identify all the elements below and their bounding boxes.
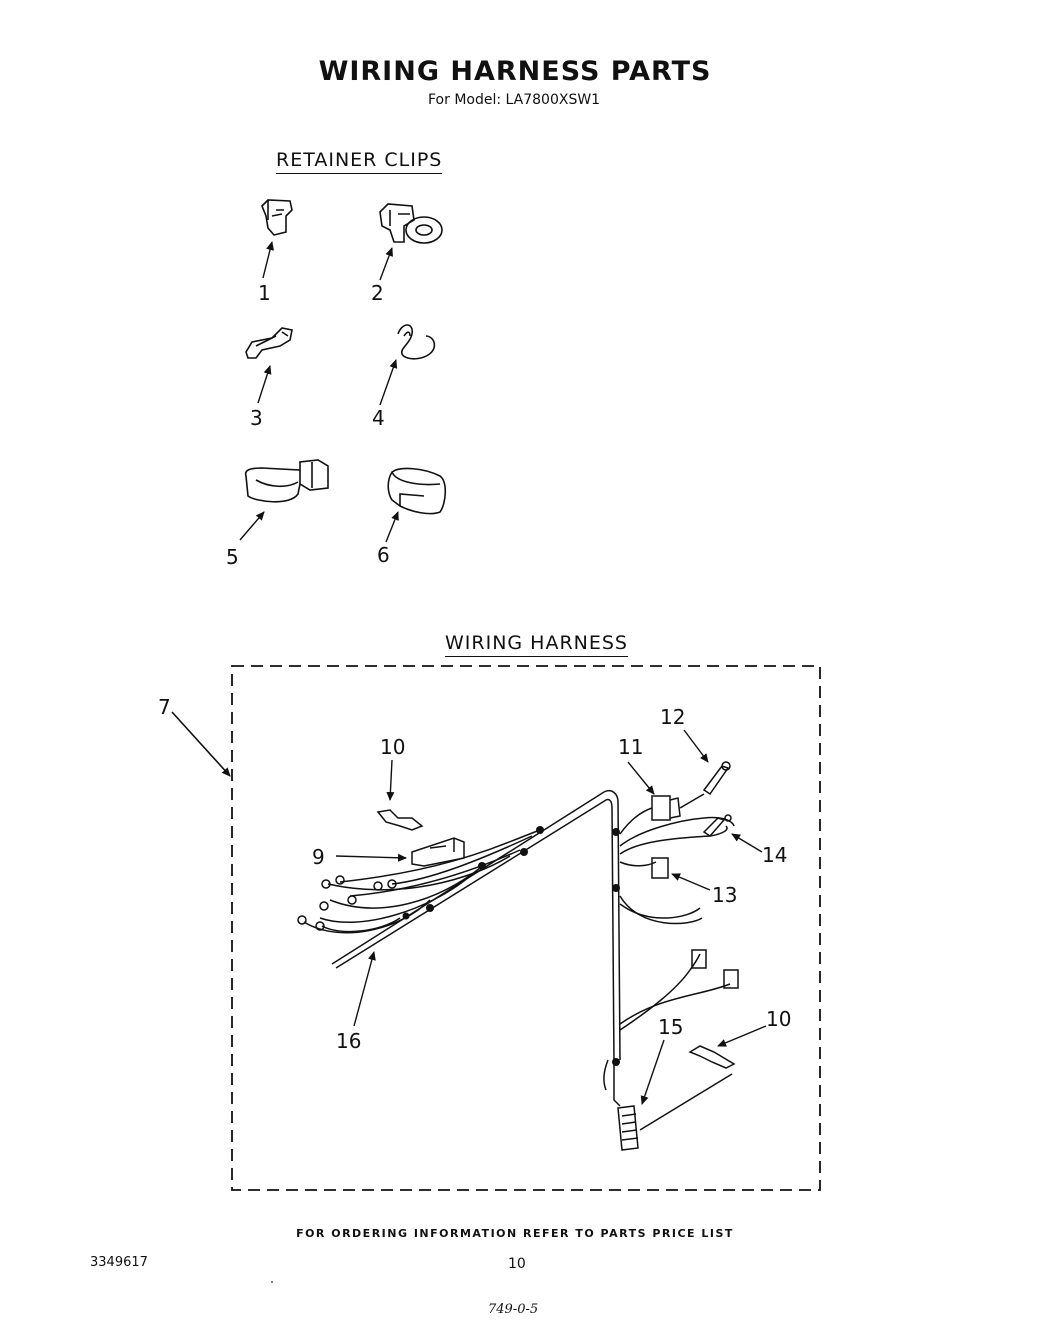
callout-10-upper: 10 (380, 735, 406, 759)
clip-2-drawing (380, 204, 442, 243)
clip-5-drawing (246, 460, 328, 502)
callout-4: 4 (372, 406, 385, 430)
harness-ties (403, 826, 621, 1066)
callout-7: 7 (158, 695, 171, 719)
wiring-harness-drawing (298, 762, 738, 1150)
callout-16: 16 (336, 1029, 362, 1053)
clip-2-leader (380, 248, 392, 280)
clip-1-leader (263, 242, 272, 278)
callout-2: 2 (371, 281, 384, 305)
retainer-clips-heading: RETAINER CLIPS (276, 149, 442, 174)
callout-6: 6 (377, 543, 390, 567)
handwritten-note: 749-0-5 (488, 1302, 539, 1317)
callout-5: 5 (226, 545, 239, 569)
document-number: 3349617 (90, 1255, 148, 1270)
wiring-harness-heading: WIRING HARNESS (445, 632, 628, 657)
callout-3: 3 (250, 406, 263, 430)
clip-5-leader (240, 512, 264, 540)
callout-10b-leader (718, 1026, 766, 1046)
harness-dashed-frame (232, 666, 820, 1190)
clip-3-leader (258, 366, 270, 403)
callout-11-leader (628, 762, 654, 794)
callout-15-leader (642, 1040, 664, 1104)
callout-13: 13 (712, 883, 738, 907)
callout-14-leader (732, 834, 762, 852)
clip-3-drawing (246, 328, 292, 358)
callout-10a-leader (390, 760, 392, 800)
callout-1: 1 (258, 281, 271, 305)
callout-14: 14 (762, 843, 788, 867)
callout-10-lower: 10 (766, 1007, 792, 1031)
callout-7-leader (172, 712, 230, 776)
page-title: WIRING HARNESS PARTS (318, 56, 712, 87)
clip-4-leader (380, 360, 396, 405)
callout-15: 15 (658, 1015, 684, 1039)
page-number: 10 (508, 1256, 526, 1272)
ordering-info-note: FOR ORDERING INFORMATION REFER TO PARTS PRICE LIST (296, 1227, 734, 1240)
callout-12: 12 (660, 705, 686, 729)
clip-6-leader (386, 512, 398, 542)
callout-9: 9 (312, 845, 325, 869)
clip-1-drawing (262, 200, 292, 235)
callout-9-leader (336, 856, 406, 858)
callout-11: 11 (618, 735, 644, 759)
callout-13-leader (672, 874, 710, 890)
clip-6-drawing (388, 469, 445, 514)
model-subtitle: For Model: LA7800XSW1 (428, 92, 601, 108)
callout-12-leader (684, 730, 708, 762)
clip-4-drawing (398, 325, 434, 359)
callout-16-leader (354, 952, 374, 1026)
stray-dot (271, 1281, 273, 1283)
